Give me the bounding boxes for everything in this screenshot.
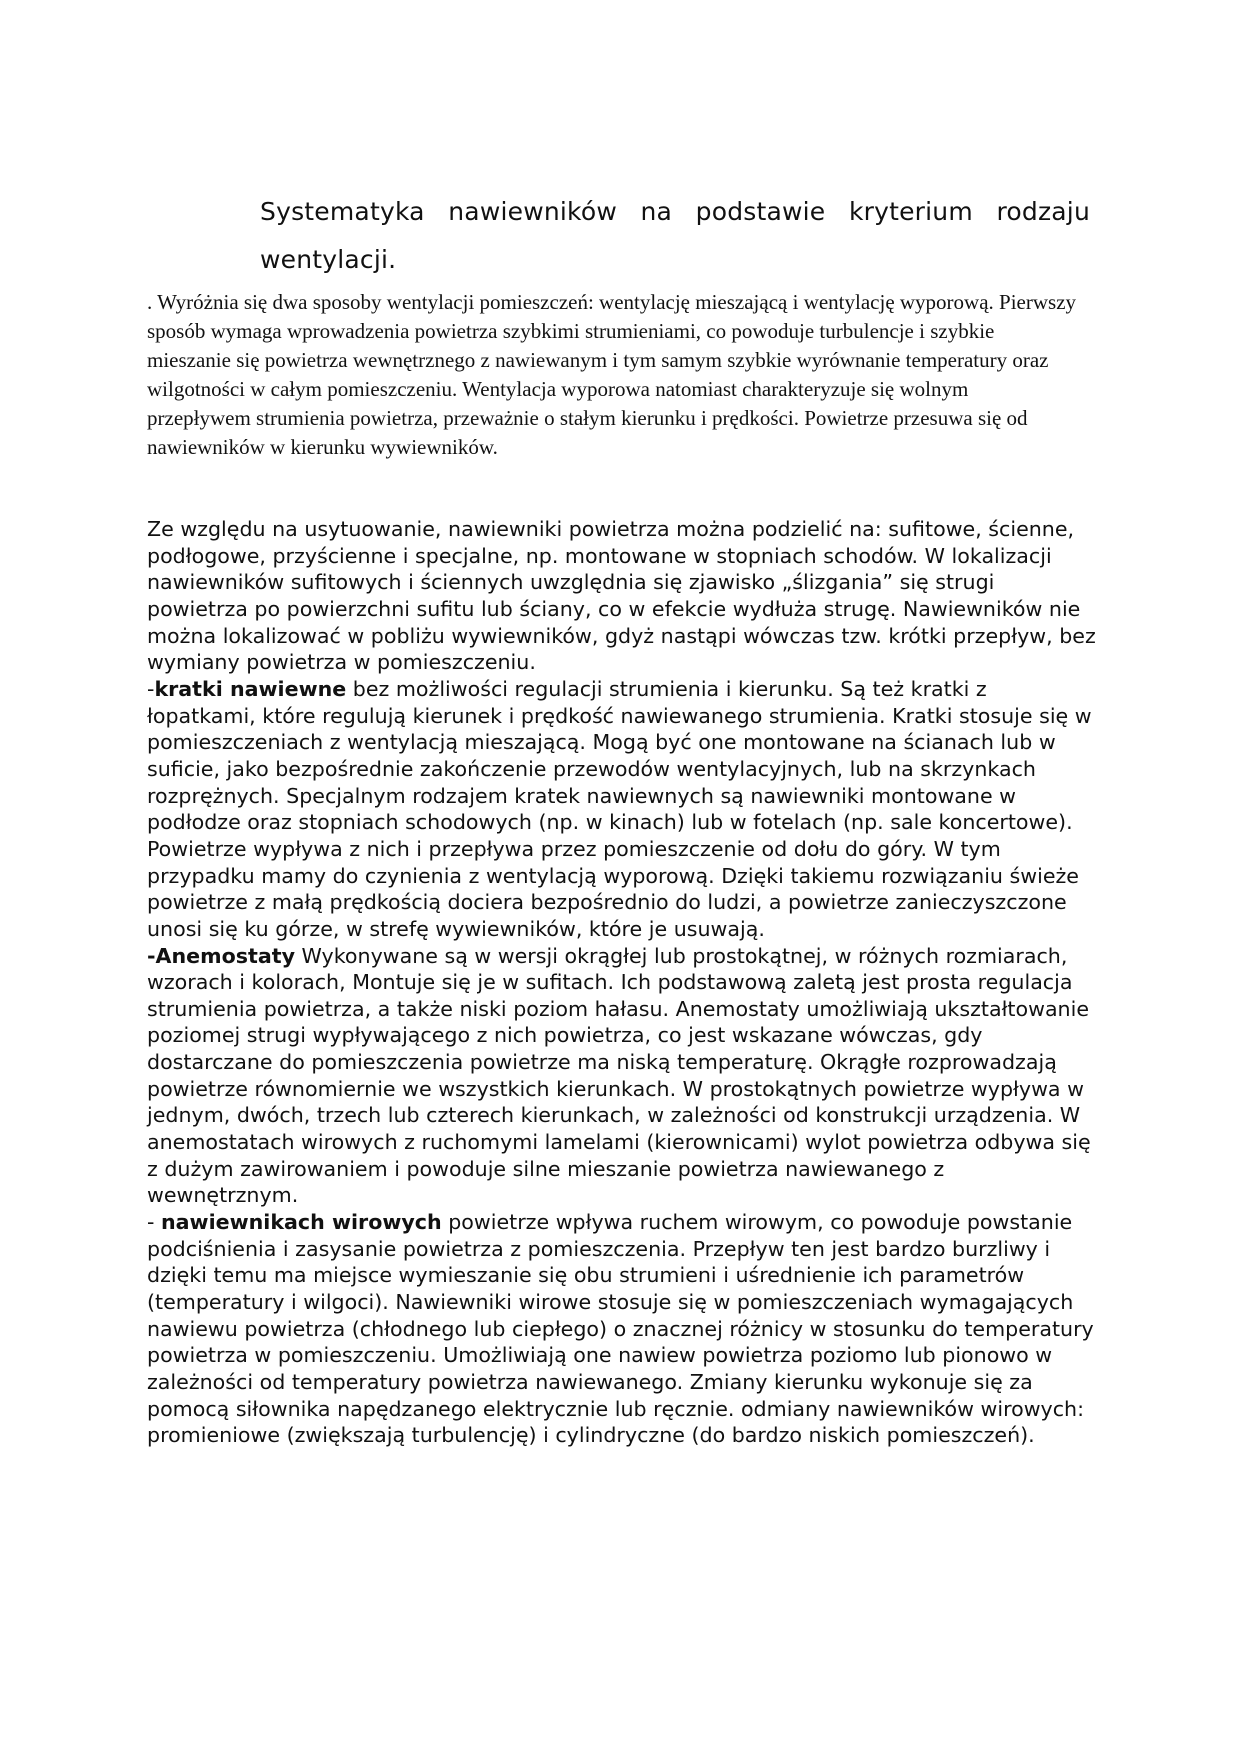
section-nawiewniki-wirowe	[147, 1209, 1097, 1449]
section-term: kratki nawiewne	[154, 676, 347, 701]
intro-text: . Wyróżnia się dwa sposoby wentylacji pomieszczeń: wentylację mieszającą i wentylację wyporową. Pierwszy sposób wymaga wprowadzenia powietrza szybkimi strumieniami, co powoduje turbulencje i szybkie mieszanie się powietrza wewnętrznego z nawiewanym i tym samym szybkie wyrównanie temperatury oraz wilgotności w całym pomieszczeniu. Wentylacja wyporowa natomiast charakteryzuje się wolnym przepływem strumienia powietrza, przeważnie o stałym kierunku i prędkości. Powietrze przesuwa się od nawiewników w kierunku wywiewników.	[147, 290, 1077, 459]
intro-paragraph	[147, 288, 1077, 462]
document-title: Systematyka nawiewników na podstawie kryterium rodzaju wentylacji.	[260, 197, 1090, 274]
placement-paragraph: Ze względu na usytuowanie, nawiewniki powietrza można podzielić na: sufitowe, ścienne, podłogowe, przyścienne i specjalne, np. montowane w stopniach schodów. W lokalizacji nawiewników sufitowych i ściennych uwzględnia się zjawisko „ślizgania” się strugi powietrza po powierzchni sufitu lub ściany, co w efekcie wydłuża strugę. Nawiewników nie można lokalizować w pobliżu wywiewników, gdyż nastąpi wówczas tzw. krótki przepływ, bez wymiany powietrza w pomieszczeniu.	[147, 517, 1096, 675]
section-text: powietrze wpływa ruchem wirowym, co powoduje powstanie podciśnienia i zasysanie powietrza z pomieszczenia. Przepływ ten jest bardzo burzliwy i dzięki temu ma miejsce wymieszanie się obu strumieni i uśrednienie ich parametrów (temperatury i wilgoci). Nawiewniki wirowe stosuje się w pomieszczeniach wymagających nawiewu powietrza (chłodnego lub ciepłego) o znacznej różnicy w stosunku do temperatury powietrza w pomieszczeniu. Umożliwiają one nawiew powietrza poziomo lub pionowo w zależności od temperatury powietrza nawiewanego. Zmiany kierunku wykonuje się za pomocą siłownika napędzanego elektrycznie lub ręcznie. odmiany nawiewników wirowych: promieniowe (zwiększają turbulencję) i cylindryczne (do bardzo niskich pomieszczeń).	[147, 1210, 1094, 1448]
section-anemostaty	[147, 943, 1097, 1210]
section-text: bez możliwości regulacji strumienia i kierunku. Są też kratki z łopatkami, które regulują kierunek i prędkość nawiewanego strumienia. Kratki stosuje się w pomieszczeniach z wentylacją mieszającą. Mogą być one montowane na ścianach lub w suficie, jako bezpośrednie zakończenie przewodów wentylacyjnych, lub na skrzynkach rozprężnych. Specjalnym rodzajem kratek nawiewnych są nawiewniki montowane w podłodze oraz stopniach schodowych (np. w kinach) lub w fotelach (np. sale koncertowe). Powietrze wypływa z nich i przepływa przez pomieszczenie od dołu do góry. W tym przypadku mamy do czynienia z wentylacją wyporową. Dzięki takiemu rozwiązaniu świeże powietrze z małą prędkością dociera bezpośrednio do ludzi, a powietrze zanieczyszczone unosi się ku górze, w strefę wywiewników, które je usuwają.	[147, 676, 1092, 941]
section-term: nawiewnikach wirowych	[160, 1210, 442, 1235]
section-prefix: -	[147, 1210, 161, 1235]
section-term: -Anemostaty	[147, 943, 295, 968]
section-kratki-nawiewne	[147, 676, 1097, 943]
document-body	[147, 516, 1097, 1449]
section-text: Wykonywane są w wersji okrągłej lub prostokątnej, w różnych rozmiarach, wzorach i kolorach, Montuje się je w sufitach. Ich podstawową zaletą jest prosta regulacja strumienia powietrza, a także niski poziom hałasu. Anemostaty umożliwiają ukształtowanie poziomej strugi wypływającego z nich powietrza, co jest wskazane wówczas, gdy dostarczane do pomieszczenia powietrze ma niską temperaturę. Okrągłe rozprowadzają powietrze równomiernie we wszystkich kierunkach. W prostokątnych powietrze wypływa w jednym, dwóch, trzech lub czterech kierunkach, w zależności od konstrukcji urządzenia. W anemostatach wirowych z ruchomymi lamelami (kierownicami) wylot powietrza odbywa się z dużym zawirowaniem i powoduje silne mieszanie powietrza nawiewanego z wewnętrznym.	[147, 943, 1091, 1208]
section-prefix: -	[147, 676, 155, 701]
